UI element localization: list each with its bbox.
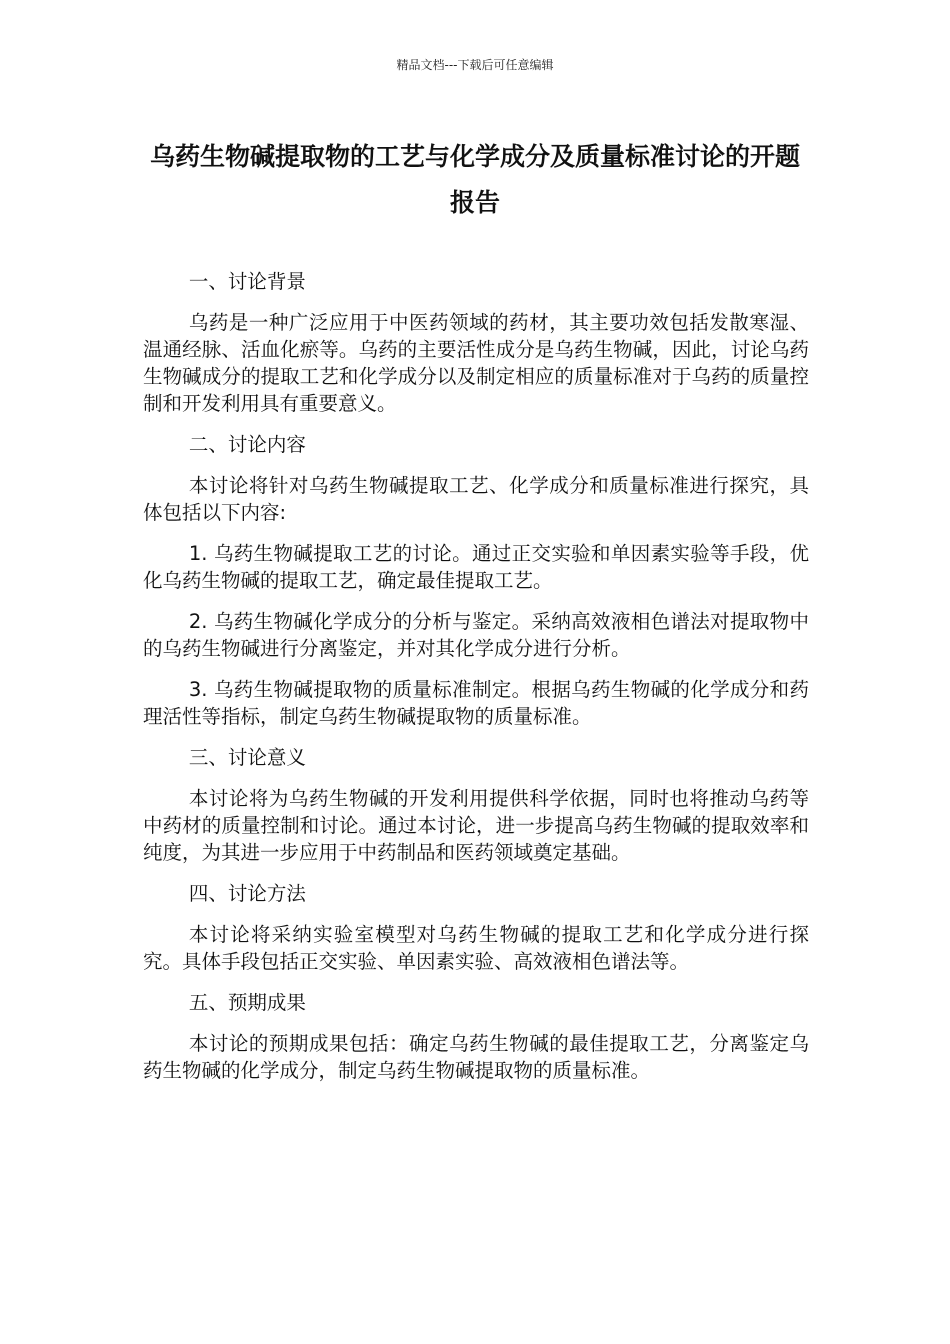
- paragraph: 本讨论将采纳实验室模型对乌药生物碱的提取工艺和化学成分进行探究。具体手段包括正交实验、单因素实验、高效液相色谱法等。: [143, 923, 809, 973]
- list-item: 2. 乌药生物碱化学成分的分析与鉴定。采纳高效液相色谱法对提取物中的乌药生物碱进行分离鉴定，并对其化学成分进行分析。: [143, 610, 809, 660]
- paragraph: 乌药是一种广泛应用于中医药领域的药材，其主要功效包括发散寒湿、温通经脉、活血化瘀等。乌药的主要活性成分是乌药生物碱，因此，讨论乌药生物碱成分的提取工艺和化学成分以及制定相应的质量标准对于乌药的质量控制和开发利用具有重要意义。: [143, 311, 809, 415]
- section-heading: 二、讨论内容: [188, 433, 306, 456]
- paragraph: 本讨论的预期成果包括：确定乌药生物碱的最佳提取工艺，分离鉴定乌药生物碱的化学成分，制定乌药生物碱提取物的质量标准。: [143, 1032, 809, 1082]
- section-heading: 四、讨论方法: [188, 882, 306, 905]
- section-heading: 五、预期成果: [188, 991, 306, 1014]
- document-title: 乌药生物碱提取物的工艺与化学成分及质量标准讨论的开题报告: [149, 142, 800, 217]
- list-item: 1. 乌药生物碱提取工艺的讨论。通过正交实验和单因素实验等手段，优化乌药生物碱的提取工艺，确定最佳提取工艺。: [143, 542, 809, 592]
- header-note: 精品文档---下载后可任意编辑: [396, 58, 554, 72]
- paragraph: 本讨论将为乌药生物碱的开发利用提供科学依据，同时也将推动乌药等中药材的质量控制和讨论。通过本讨论，进一步提高乌药生物碱的提取效率和纯度，为其进一步应用于中药制品和医药领域奠定基础。: [143, 787, 809, 864]
- section-heading: 一、讨论背景: [188, 270, 306, 293]
- section-heading: 三、讨论意义: [188, 746, 306, 769]
- document-body: [143, 268, 809, 1098]
- paragraph: 本讨论将针对乌药生物碱提取工艺、化学成分和质量标准进行探究，具体包括以下内容:: [143, 474, 809, 524]
- list-item: 3. 乌药生物碱提取物的质量标准制定。根据乌药生物碱的化学成分和药理活性等指标，制定乌药生物碱提取物的质量标准。: [143, 678, 809, 728]
